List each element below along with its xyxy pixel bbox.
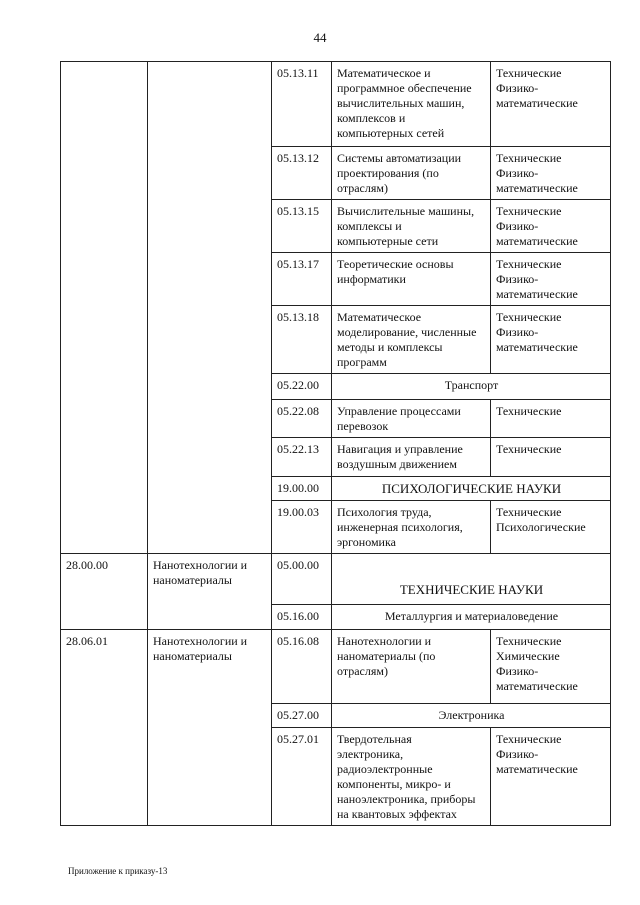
science-code: 19.00.00 bbox=[277, 481, 319, 495]
science-name-cell bbox=[332, 438, 491, 477]
science-branch-line: Физико- bbox=[496, 219, 539, 233]
science-branch-cell bbox=[491, 400, 611, 438]
science-name-line: Нанотехнологии и bbox=[337, 634, 432, 648]
science-name-line: программное обеспечение bbox=[337, 81, 472, 95]
science-name-line: проектирования (по bbox=[337, 166, 439, 180]
science-name-cell bbox=[332, 630, 491, 704]
section-heading bbox=[332, 704, 611, 728]
science-name-line: Математическое bbox=[337, 310, 422, 324]
table-row bbox=[61, 630, 611, 704]
science-code: 05.13.15 bbox=[277, 204, 319, 218]
science-branch-cell bbox=[491, 438, 611, 477]
science-branch-line: математические bbox=[496, 762, 578, 776]
science-branch-line: Технические bbox=[496, 204, 562, 218]
science-branch-line: Химические bbox=[496, 649, 560, 663]
science-name-line: Теоретические основы bbox=[337, 257, 454, 271]
specialty-name: Нанотехнологии и bbox=[153, 558, 248, 572]
science-name-line: отраслям) bbox=[337, 181, 388, 195]
science-name-cell bbox=[332, 501, 491, 554]
section-heading bbox=[332, 374, 611, 400]
science-code: 05.16.00 bbox=[277, 609, 319, 623]
science-name-line: наноэлектроника, приборы bbox=[337, 792, 476, 806]
science-name-cell bbox=[332, 253, 491, 306]
science-branch-line: Технические bbox=[496, 310, 562, 324]
specialty-name: наноматериалы bbox=[153, 649, 232, 663]
science-code: 05.22.00 bbox=[277, 378, 319, 392]
science-name-cell bbox=[332, 728, 491, 826]
science-code-cell bbox=[272, 306, 332, 374]
science-branch-cell bbox=[491, 147, 611, 200]
science-code-cell bbox=[272, 605, 332, 630]
science-branch-cell bbox=[491, 253, 611, 306]
science-code: 05.13.11 bbox=[277, 66, 319, 80]
science-code: 05.13.18 bbox=[277, 310, 319, 324]
science-name-line: комплексов и bbox=[337, 111, 406, 125]
science-name-line: электроника, bbox=[337, 747, 404, 761]
science-name-line: воздушным движением bbox=[337, 457, 457, 471]
science-branch-cell bbox=[491, 200, 611, 253]
science-branch-line: Технические bbox=[496, 505, 562, 519]
science-code-cell bbox=[272, 728, 332, 826]
section-title: ТЕХНИЧЕСКИЕ НАУКИ bbox=[399, 582, 544, 597]
science-name-line: Навигация и управление bbox=[337, 442, 463, 456]
science-name-line: эргономика bbox=[337, 535, 396, 549]
science-code-cell bbox=[272, 438, 332, 477]
science-branch-line: Физико- bbox=[496, 664, 539, 678]
science-branch-line: Технические bbox=[496, 634, 562, 648]
science-branch-cell bbox=[491, 630, 611, 704]
section-heading bbox=[332, 477, 611, 501]
science-name-line: перевозок bbox=[337, 419, 389, 433]
science-name-line: отраслям) bbox=[337, 664, 388, 678]
science-branch-line: Физико- bbox=[496, 166, 539, 180]
science-name-line: методы и комплексы bbox=[337, 340, 443, 354]
science-name-line: Управление процессами bbox=[337, 404, 461, 418]
specialty-name: Нанотехнологии и bbox=[153, 634, 248, 648]
specialty-name-cell bbox=[148, 554, 272, 630]
specialty-name: наноматериалы bbox=[153, 573, 232, 587]
section-title: Металлургия и материаловедение bbox=[384, 609, 559, 623]
science-code-cell bbox=[272, 62, 332, 147]
science-branch-line: Технические bbox=[496, 66, 562, 80]
science-name-line: на квантовых эффектах bbox=[337, 807, 457, 821]
specialty-name-cell bbox=[148, 62, 272, 554]
science-code-cell bbox=[272, 501, 332, 554]
section-heading bbox=[332, 605, 611, 630]
science-branch-line: Физико- bbox=[496, 272, 539, 286]
science-branch-line: математические bbox=[496, 181, 578, 195]
science-branch-cell bbox=[491, 501, 611, 554]
science-code-cell bbox=[272, 200, 332, 253]
science-branch-cell bbox=[491, 62, 611, 147]
science-code: 05.27.00 bbox=[277, 708, 319, 722]
science-code-cell bbox=[272, 554, 332, 605]
footer-note: Приложение к приказу-13 bbox=[68, 866, 168, 876]
science-name-line: радиоэлектронные bbox=[337, 762, 433, 776]
science-name-cell bbox=[332, 306, 491, 374]
science-code: 05.00.00 bbox=[277, 558, 319, 572]
science-branch-line: Технические bbox=[496, 442, 562, 456]
science-code-cell bbox=[272, 704, 332, 728]
science-name-line: моделирование, численные bbox=[337, 325, 477, 339]
specialty-code: 28.06.01 bbox=[66, 634, 108, 648]
science-name-line: Психология труда, bbox=[337, 505, 432, 519]
section-title: Транспорт bbox=[444, 378, 499, 392]
specialties-table bbox=[60, 61, 611, 826]
science-code: 05.22.13 bbox=[277, 442, 319, 456]
science-branch-line: Технические bbox=[496, 404, 562, 418]
section-heading bbox=[332, 554, 611, 605]
specialty-name-cell bbox=[148, 630, 272, 826]
science-branch-line: Психологические bbox=[496, 520, 586, 534]
science-name-line: вычислительных машин, bbox=[337, 96, 465, 110]
science-code-cell bbox=[272, 147, 332, 200]
science-name-line: компьютерные сети bbox=[337, 234, 439, 248]
specialty-code-cell bbox=[61, 554, 148, 630]
science-name-cell bbox=[332, 400, 491, 438]
science-code: 05.13.12 bbox=[277, 151, 319, 165]
table-row bbox=[61, 62, 611, 147]
science-branch-line: Физико- bbox=[496, 325, 539, 339]
science-branch-cell bbox=[491, 728, 611, 826]
science-name-cell bbox=[332, 147, 491, 200]
science-code-cell bbox=[272, 400, 332, 438]
science-branch-line: Технические bbox=[496, 257, 562, 271]
science-name-line: Системы автоматизации bbox=[337, 151, 462, 165]
science-name-line: Математическое и bbox=[337, 66, 431, 80]
science-branch-line: математические bbox=[496, 679, 578, 693]
table-row bbox=[61, 554, 611, 605]
specialty-code-cell bbox=[61, 630, 148, 826]
science-name-cell bbox=[332, 62, 491, 147]
science-code: 19.00.03 bbox=[277, 505, 319, 519]
science-name-cell bbox=[332, 200, 491, 253]
science-branch-line: Физико- bbox=[496, 81, 539, 95]
science-code-cell bbox=[272, 477, 332, 501]
science-name-line: информатики bbox=[337, 272, 406, 286]
science-name-line: наноматериалы (по bbox=[337, 649, 436, 663]
science-branch-line: математические bbox=[496, 340, 578, 354]
science-code-cell bbox=[272, 374, 332, 400]
section-title: ПСИХОЛОГИЧЕСКИЕ НАУКИ bbox=[381, 481, 562, 496]
science-branch-line: математические bbox=[496, 96, 578, 110]
science-name-line: комплексы и bbox=[337, 219, 402, 233]
science-name-line: Твердотельная bbox=[337, 732, 412, 746]
science-branch-line: математические bbox=[496, 287, 578, 301]
specialty-code-cell bbox=[61, 62, 148, 554]
specialty-code: 28.00.00 bbox=[66, 558, 108, 572]
science-code: 05.27.01 bbox=[277, 732, 319, 746]
science-name-line: компоненты, микро- и bbox=[337, 777, 451, 791]
science-code: 05.22.08 bbox=[277, 404, 319, 418]
science-name-line: Вычислительные машины, bbox=[337, 204, 475, 218]
science-branch-cell bbox=[491, 306, 611, 374]
section-title: Электроника bbox=[438, 708, 505, 722]
science-branch-line: Технические bbox=[496, 732, 562, 746]
page-number: 44 bbox=[313, 30, 327, 45]
science-branch-line: Технические bbox=[496, 151, 562, 165]
science-name-line: инженерная психология, bbox=[337, 520, 463, 534]
science-branch-line: математические bbox=[496, 234, 578, 248]
science-name-line: программ bbox=[337, 355, 387, 369]
science-code: 05.13.17 bbox=[277, 257, 319, 271]
science-code-cell bbox=[272, 253, 332, 306]
science-code-cell bbox=[272, 630, 332, 704]
science-branch-line: Физико- bbox=[496, 747, 539, 761]
science-name-line: компьютерных сетей bbox=[337, 126, 445, 140]
science-code: 05.16.08 bbox=[277, 634, 319, 648]
